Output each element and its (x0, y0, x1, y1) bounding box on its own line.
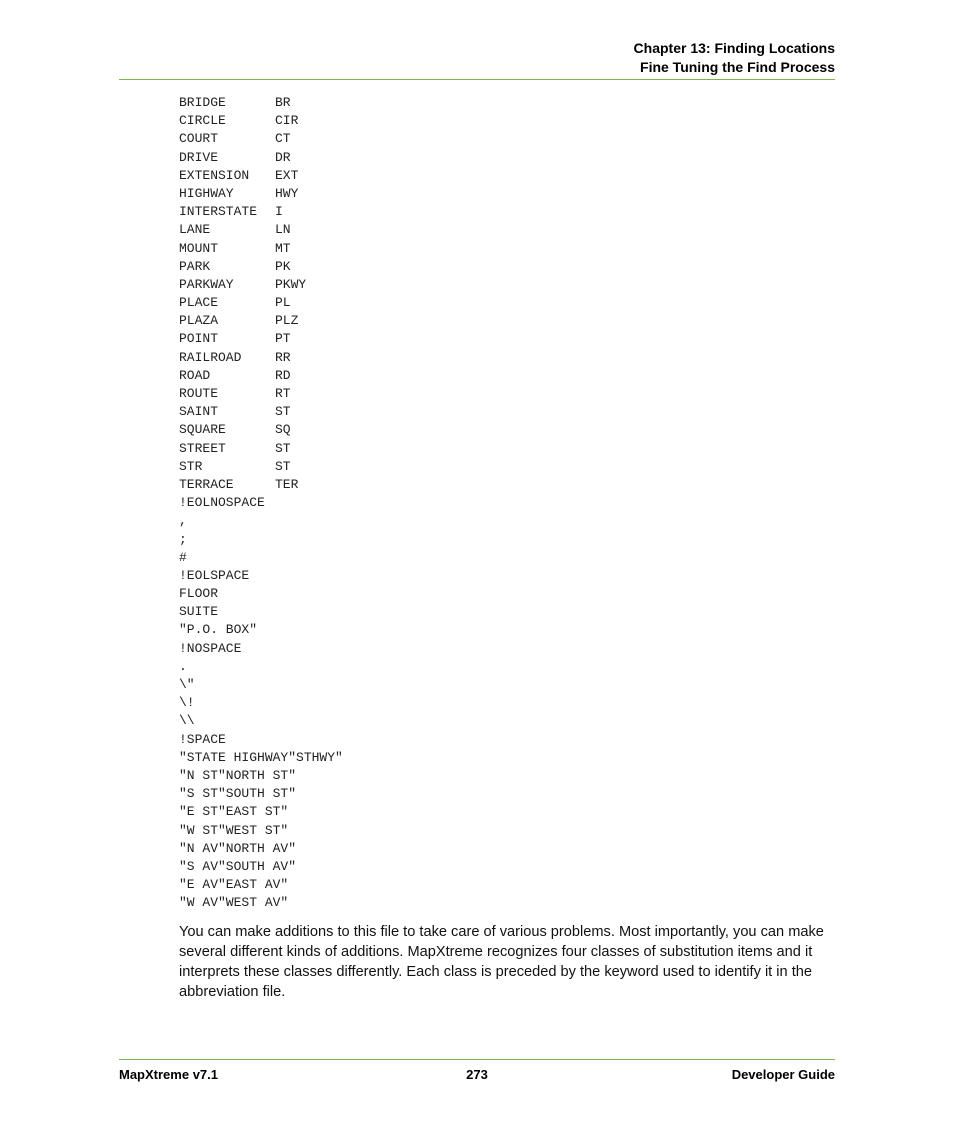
code-line (179, 712, 343, 730)
code-abbreviation: I (275, 204, 283, 220)
code-term: BRIDGE (179, 95, 226, 110)
code-term: FLOOR (179, 586, 219, 602)
body-paragraph: You can make additions to this file to take care of various problems. Most importantly, you can make several different kinds of additions. MapXtreme recognizes four classes of substitution items and it interprets these classes differently. Each class is preceded by the keyword used to identify it in the abbreviation file. (179, 924, 824, 1000)
code-abbreviation: CT (275, 131, 291, 147)
code-abbreviation: PT (275, 331, 291, 347)
code-term: PLACE (179, 295, 219, 311)
code-abbreviation: PLZ (275, 313, 299, 329)
code-term: CIRCLE (179, 113, 226, 129)
code-term: !SPACE (179, 731, 226, 747)
code-term: RAILROAD (179, 349, 242, 365)
code-term: "E AV"EAST AV" (179, 877, 289, 893)
code-term: HIGHWAY (179, 185, 234, 201)
code-term: DRIVE (179, 149, 219, 165)
code-line (179, 749, 343, 767)
code-line (179, 112, 343, 130)
footer-guide: Developer Guide (731, 1067, 835, 1082)
code-term: COURT (179, 131, 219, 147)
code-line (179, 603, 343, 621)
code-abbreviation: LN (275, 222, 291, 238)
code-line (179, 403, 343, 421)
code-line (179, 185, 343, 203)
code-abbreviation: DR (275, 149, 291, 165)
code-term: "W AV"WEST AV" (179, 895, 289, 911)
code-term: "W ST"WEST ST" (179, 822, 289, 838)
code-term: "S ST"SOUTH ST" (179, 786, 297, 802)
code-term: SQUARE (179, 422, 226, 438)
code-term: . (179, 658, 187, 674)
code-line (179, 458, 343, 476)
code-term: MOUNT (179, 240, 219, 256)
code-line (179, 476, 343, 494)
code-line (179, 731, 343, 749)
code-line (179, 349, 343, 367)
code-line (179, 676, 343, 694)
code-term: POINT (179, 331, 219, 347)
code-term: "S AV"SOUTH AV" (179, 858, 297, 874)
footer-divider (119, 1059, 835, 1060)
code-line (179, 803, 343, 821)
code-term: LANE (179, 222, 211, 238)
code-line (179, 385, 343, 403)
code-abbreviation: MT (275, 240, 291, 256)
code-term: # (179, 549, 187, 565)
code-term: INTERSTATE (179, 204, 258, 220)
code-term: , (179, 513, 187, 529)
code-line (179, 640, 343, 658)
section-title: Fine Tuning the Find Process (640, 59, 835, 75)
code-term: !NOSPACE (179, 640, 242, 656)
code-term: \\ (179, 713, 195, 729)
code-abbreviation: HWY (275, 185, 299, 201)
code-term: SUITE (179, 604, 219, 620)
header-divider (119, 79, 835, 80)
code-line (179, 276, 343, 294)
code-abbreviation: ST (275, 440, 291, 456)
code-line (179, 94, 343, 112)
abbreviation-code-block (179, 94, 343, 912)
code-line (179, 549, 343, 567)
code-term: ROAD (179, 367, 211, 383)
code-line (179, 531, 343, 549)
code-term: PARKWAY (179, 276, 234, 292)
code-term: "STATE HIGHWAY"STHWY" (179, 749, 343, 765)
code-term: "E ST"EAST ST" (179, 804, 289, 820)
code-term: "N AV"NORTH AV" (179, 840, 297, 856)
code-line (179, 585, 343, 603)
code-line (179, 167, 343, 185)
code-line (179, 858, 343, 876)
code-term: STREET (179, 440, 226, 456)
code-line (179, 621, 343, 639)
code-line (179, 767, 343, 785)
code-abbreviation: ST (275, 458, 291, 474)
code-abbreviation: TER (275, 476, 299, 492)
code-term: "N ST"NORTH ST" (179, 767, 297, 783)
code-term: PARK (179, 258, 211, 274)
code-line (179, 894, 343, 912)
code-line (179, 149, 343, 167)
code-line (179, 330, 343, 348)
code-line (179, 822, 343, 840)
code-term: EXTENSION (179, 167, 250, 183)
code-term: !EOLNOSPACE (179, 495, 265, 511)
code-term: ROUTE (179, 386, 219, 401)
code-line (179, 294, 343, 312)
code-line (179, 876, 343, 894)
code-line (179, 512, 343, 530)
code-abbreviation: RR (275, 349, 291, 365)
code-line (179, 312, 343, 330)
code-line (179, 494, 343, 512)
code-term: PLAZA (179, 313, 219, 329)
code-abbreviation: PK (275, 258, 291, 274)
code-line (179, 440, 343, 458)
code-line (179, 130, 343, 148)
code-term: "P.O. BOX" (179, 622, 258, 638)
code-term: ; (179, 531, 187, 547)
page-header (119, 39, 835, 77)
code-line (179, 258, 343, 276)
code-line (179, 694, 343, 712)
code-term: \" (179, 677, 195, 692)
code-line (179, 658, 343, 676)
code-line (179, 367, 343, 385)
code-term: TERRACE (179, 476, 234, 492)
code-line (179, 240, 343, 258)
code-line (179, 221, 343, 239)
code-abbreviation: PL (275, 295, 291, 311)
code-line (179, 421, 343, 439)
code-abbreviation: SQ (275, 422, 291, 438)
code-term: STR (179, 458, 203, 474)
code-abbreviation: ST (275, 404, 291, 420)
code-term: SAINT (179, 404, 219, 420)
footer-product: MapXtreme v7.1 (119, 1067, 218, 1082)
code-abbreviation: RT (275, 386, 291, 401)
page-footer (119, 1066, 835, 1084)
code-abbreviation: PKWY (275, 276, 307, 292)
code-abbreviation: CIR (275, 113, 299, 129)
code-abbreviation: RD (275, 367, 291, 383)
code-term: !EOLSPACE (179, 567, 250, 583)
code-abbreviation: BR (275, 95, 291, 110)
footer-page-number: 273 (466, 1067, 488, 1082)
code-line (179, 840, 343, 858)
code-line (179, 203, 343, 221)
code-line (179, 785, 343, 803)
code-line (179, 567, 343, 585)
code-abbreviation: EXT (275, 167, 299, 183)
code-term: \! (179, 695, 195, 711)
chapter-title: Chapter 13: Finding Locations (633, 40, 835, 56)
